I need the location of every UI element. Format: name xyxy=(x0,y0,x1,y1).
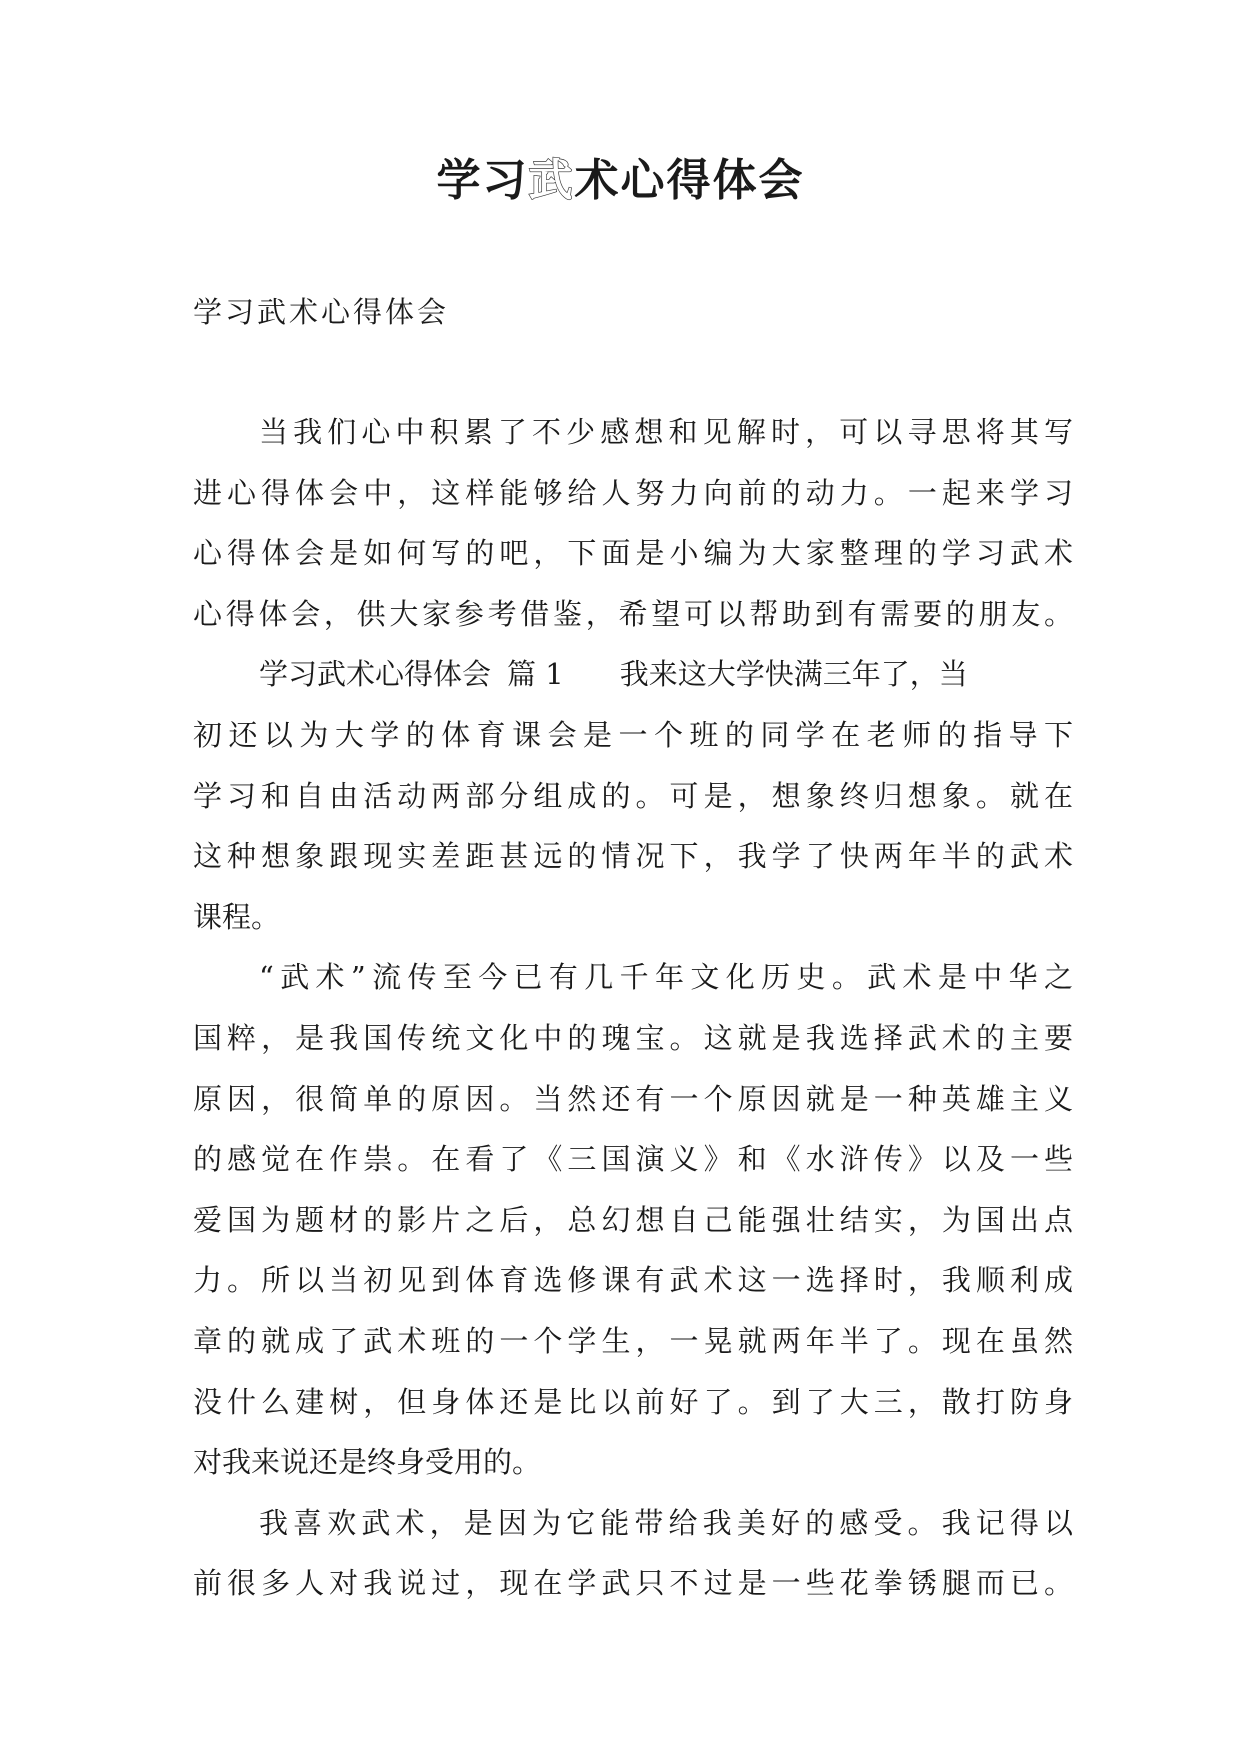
paragraph-line: 初还以为大学的体育课会是一个班的同学在老师的指导下 xyxy=(193,717,1073,752)
paragraph-line: 对我来说还是终身受用的。 xyxy=(193,1445,542,1480)
paragraph-line: 学习和自由活动两部分组成的。可是，想象终归想象。就在 xyxy=(193,778,1073,813)
paragraph-line: 我喜欢武术，是因为它能带给我美好的感受。我记得以 xyxy=(259,1505,1073,1540)
paragraph-line: 课程。 xyxy=(193,899,281,934)
paragraph-line: 心得体会，供大家参考借鉴，希望可以帮助到有需要的朋友。 xyxy=(193,596,1073,631)
paragraph-line: 原因，很简单的原因。当然还有一个原因就是一种英雄主义 xyxy=(193,1081,1073,1116)
paragraph-line: 这种想象跟现实差距甚远的情况下，我学了快两年半的武术 xyxy=(193,839,1073,874)
paragraph-line: 国粹，是我国传统文化中的瑰宝。这就是我选择武术的主要 xyxy=(193,1020,1073,1055)
paragraph-line: 力。所以当初见到体育选修课有武术这一选择时，我顺利成 xyxy=(193,1263,1073,1298)
section-label: 篇 1 xyxy=(507,657,564,692)
title-part-1: 学习 xyxy=(436,155,529,206)
paragraph-line: 没什么建树，但身体还是比以前好了。到了大三，散打防身 xyxy=(193,1384,1073,1419)
paragraph-line: 章的就成了武术班的一个学生，一晃就两年半了。现在虽然 xyxy=(193,1323,1073,1358)
paragraph-line: 前很多人对我说过，现在学武只不过是一些花拳锈腿而已。 xyxy=(193,1566,1073,1601)
paragraph-line: 当我们心中积累了不少感想和见解时，可以寻思将其写 xyxy=(259,415,1073,449)
section-start-text: 我来这大学快满三年了，当 xyxy=(619,657,968,692)
paragraph-line: 的感觉在作祟。在看了《三国演义》和《水浒传》以及一些 xyxy=(193,1142,1073,1177)
paragraph-line: “武术”流传至今已有几千年文化历史。武术是中华之 xyxy=(259,960,1073,995)
section-heading: 学习武术心得体会 xyxy=(259,657,492,692)
title-part-2: 术心得体会 xyxy=(574,155,805,206)
section-heading-line xyxy=(193,644,1073,705)
document-body xyxy=(193,402,1073,1614)
paragraph-line: 爱国为题材的影片之后，总幻想自己能强壮结实，为国出点 xyxy=(193,1202,1073,1237)
document-title xyxy=(0,148,1241,214)
document-subtitle: 学习武术心得体会 xyxy=(193,295,450,329)
paragraph-line: 进心得体会中，这样能够给人努力向前的动力。一起来学习 xyxy=(193,475,1073,510)
paragraph-line: 心得体会是如何写的吧，下面是小编为大家整理的学习武术 xyxy=(193,536,1073,571)
title-outline-char: 武 xyxy=(528,155,575,206)
